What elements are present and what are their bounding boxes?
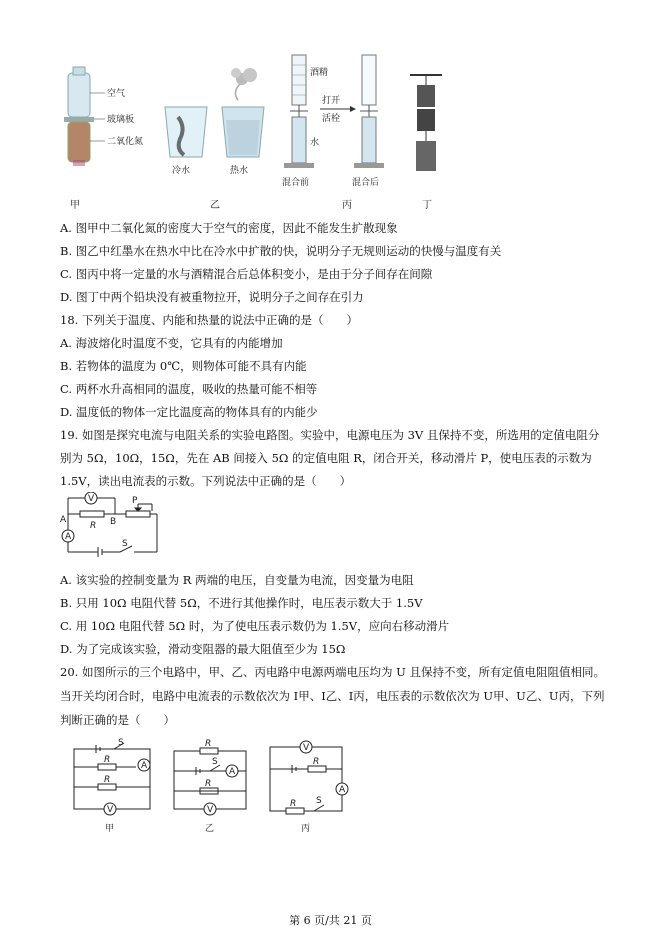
q17-option-b: B. 图乙中红墨水在热水中比在冷水中扩散的快，说明分子无规则运动的快慢与温度有关	[60, 244, 502, 258]
label-hot-water: 热水	[230, 166, 249, 176]
q19-stem-line-3: 1.5V，读出电流表的示数。下列说法中正确的是（ ）	[60, 474, 352, 488]
q20-circuits	[70, 737, 360, 837]
q17-option-d: D. 图丁中两个铅块没有被重物拉开，说明分子之间存在引力	[60, 290, 364, 304]
c20-caption-bing: 丙	[301, 824, 311, 834]
q19-option-a: A. 该实验的控制变量为 R 两端的电压，自变量为电流，因变量为电阻	[60, 573, 414, 587]
q19-option-b: B. 只用 10Ω 电阻代替 5Ω，不进行其他操作时，电压表示数大于 1.5V	[60, 596, 423, 610]
figure-yi-beakers	[165, 68, 264, 211]
caption-yi: 乙	[210, 200, 220, 211]
circuit19-node-a: A	[60, 515, 67, 525]
circuit19-resistor-r: R	[90, 521, 97, 531]
q19-stem-line-1: 19. 如图是探究电流与电阻关系的实验电路图。实验中，电源电压为 3V 且保持不变，所选用的定值电阻分	[60, 428, 600, 442]
figure-ding-lead-blocks	[410, 75, 442, 211]
c20-jia-switch: S	[118, 738, 124, 748]
circuit19-voltmeter: V	[88, 494, 95, 504]
c20-bing-resistor-2: R	[290, 799, 297, 809]
figure-bing-tubes	[282, 55, 384, 211]
q18-option-d: D. 温度低的物体一定比温度高的物体具有的内能少	[60, 405, 318, 419]
q17-option-a: A. 图甲中二氧化氮的密度大于空气的密度，因此不能发生扩散现象	[60, 221, 398, 235]
c20-bing-resistor-1: R	[313, 757, 320, 767]
q19-option-c: C. 用 10Ω 电阻代替 5Ω 时，为了使电压表示数仍为 1.5V，应向右移动滑片	[60, 619, 450, 633]
q19-option-d: D. 为了完成该实验，滑动变阻器的最大阻值至少为 15Ω	[60, 642, 346, 656]
c20-bing-switch: S	[316, 796, 322, 806]
q20-stem-line-3: 判断正确的是（ ）	[60, 713, 175, 727]
caption-ding: 丁	[422, 200, 432, 211]
caption-jia: 甲	[70, 200, 80, 211]
label-no2: 二氧化氮	[107, 137, 144, 147]
c20-yi-voltmeter: V	[207, 805, 214, 815]
q20-stem-line-2: 当开关均闭合时，电路中电流表的示数依次为 I甲、I乙、I丙，电压表的示数依次为 U甲、U乙、U丙，下列	[60, 689, 605, 703]
c20-bing-voltmeter: V	[303, 743, 310, 753]
c20-bing-ammeter: A	[339, 785, 346, 795]
label-air: 空气	[107, 89, 126, 99]
label-after-mix: 混合后	[352, 178, 380, 188]
circuit19-node-b: B	[110, 517, 117, 527]
label-cold-water: 冷水	[172, 166, 191, 176]
label-open-2: 活栓	[322, 114, 341, 124]
circuit19-ammeter: A	[65, 532, 72, 542]
c20-caption-yi: 乙	[205, 824, 215, 834]
c20-yi-ammeter: A	[229, 767, 236, 777]
c20-jia-voltmeter: V	[107, 805, 114, 815]
q20-stem-line-1: 20. 如图所示的三个电路中，甲、乙、丙电路中电源两端电压均为 U 且保持不变，所有定值电阻阻值相同。	[60, 665, 605, 679]
q18-option-a: A. 海波熔化时温度不变，它具有的内能增加	[60, 336, 283, 350]
q18-stem: 18. 下列关于温度、内能和热量的说法中正确的是（ ）	[60, 313, 358, 327]
q19-circuit	[60, 492, 170, 562]
c20-caption-jia: 甲	[105, 824, 115, 834]
page-footer: 第 6 页/共 21 页	[289, 914, 372, 927]
c20-jia-ammeter: A	[141, 761, 148, 771]
label-alcohol: 酒精	[310, 68, 329, 78]
c20-yi-resistor-1: R	[205, 739, 212, 749]
label-glass-plate: 玻璃板	[107, 115, 135, 125]
c20-yi-resistor-2: R	[205, 779, 212, 789]
q18-option-c: C. 两杯水升高相同的温度，吸收的热量可能不相等	[60, 382, 318, 396]
c20-yi-switch: S	[212, 757, 218, 767]
q19-stem-line-2: 别为 5Ω，10Ω，15Ω，先在 AB 间接入 5Ω 的定值电阻 R，闭合开关，移动滑片 P，使电压表的示数为	[60, 451, 592, 465]
label-water: 水	[310, 138, 320, 148]
c20-jia-resistor-1: R	[104, 755, 111, 765]
figure-jia-jars	[64, 67, 143, 211]
label-before-mix: 混合前	[282, 178, 310, 188]
q17-option-c: C. 图丙中将一定量的水与酒精混合后总体积变小，是由于分子间存在间隙	[60, 267, 433, 281]
circuit19-slider-p: P	[132, 496, 138, 506]
c20-jia-resistor-2: R	[104, 775, 111, 785]
circuit19-switch-s: S	[122, 539, 128, 549]
caption-bing: 丙	[342, 200, 352, 211]
q17-figure	[60, 45, 460, 215]
label-open-1: 打开	[322, 96, 341, 106]
q18-option-b: B. 若物体的温度为 0℃，则物体可能不具有内能	[60, 359, 307, 373]
